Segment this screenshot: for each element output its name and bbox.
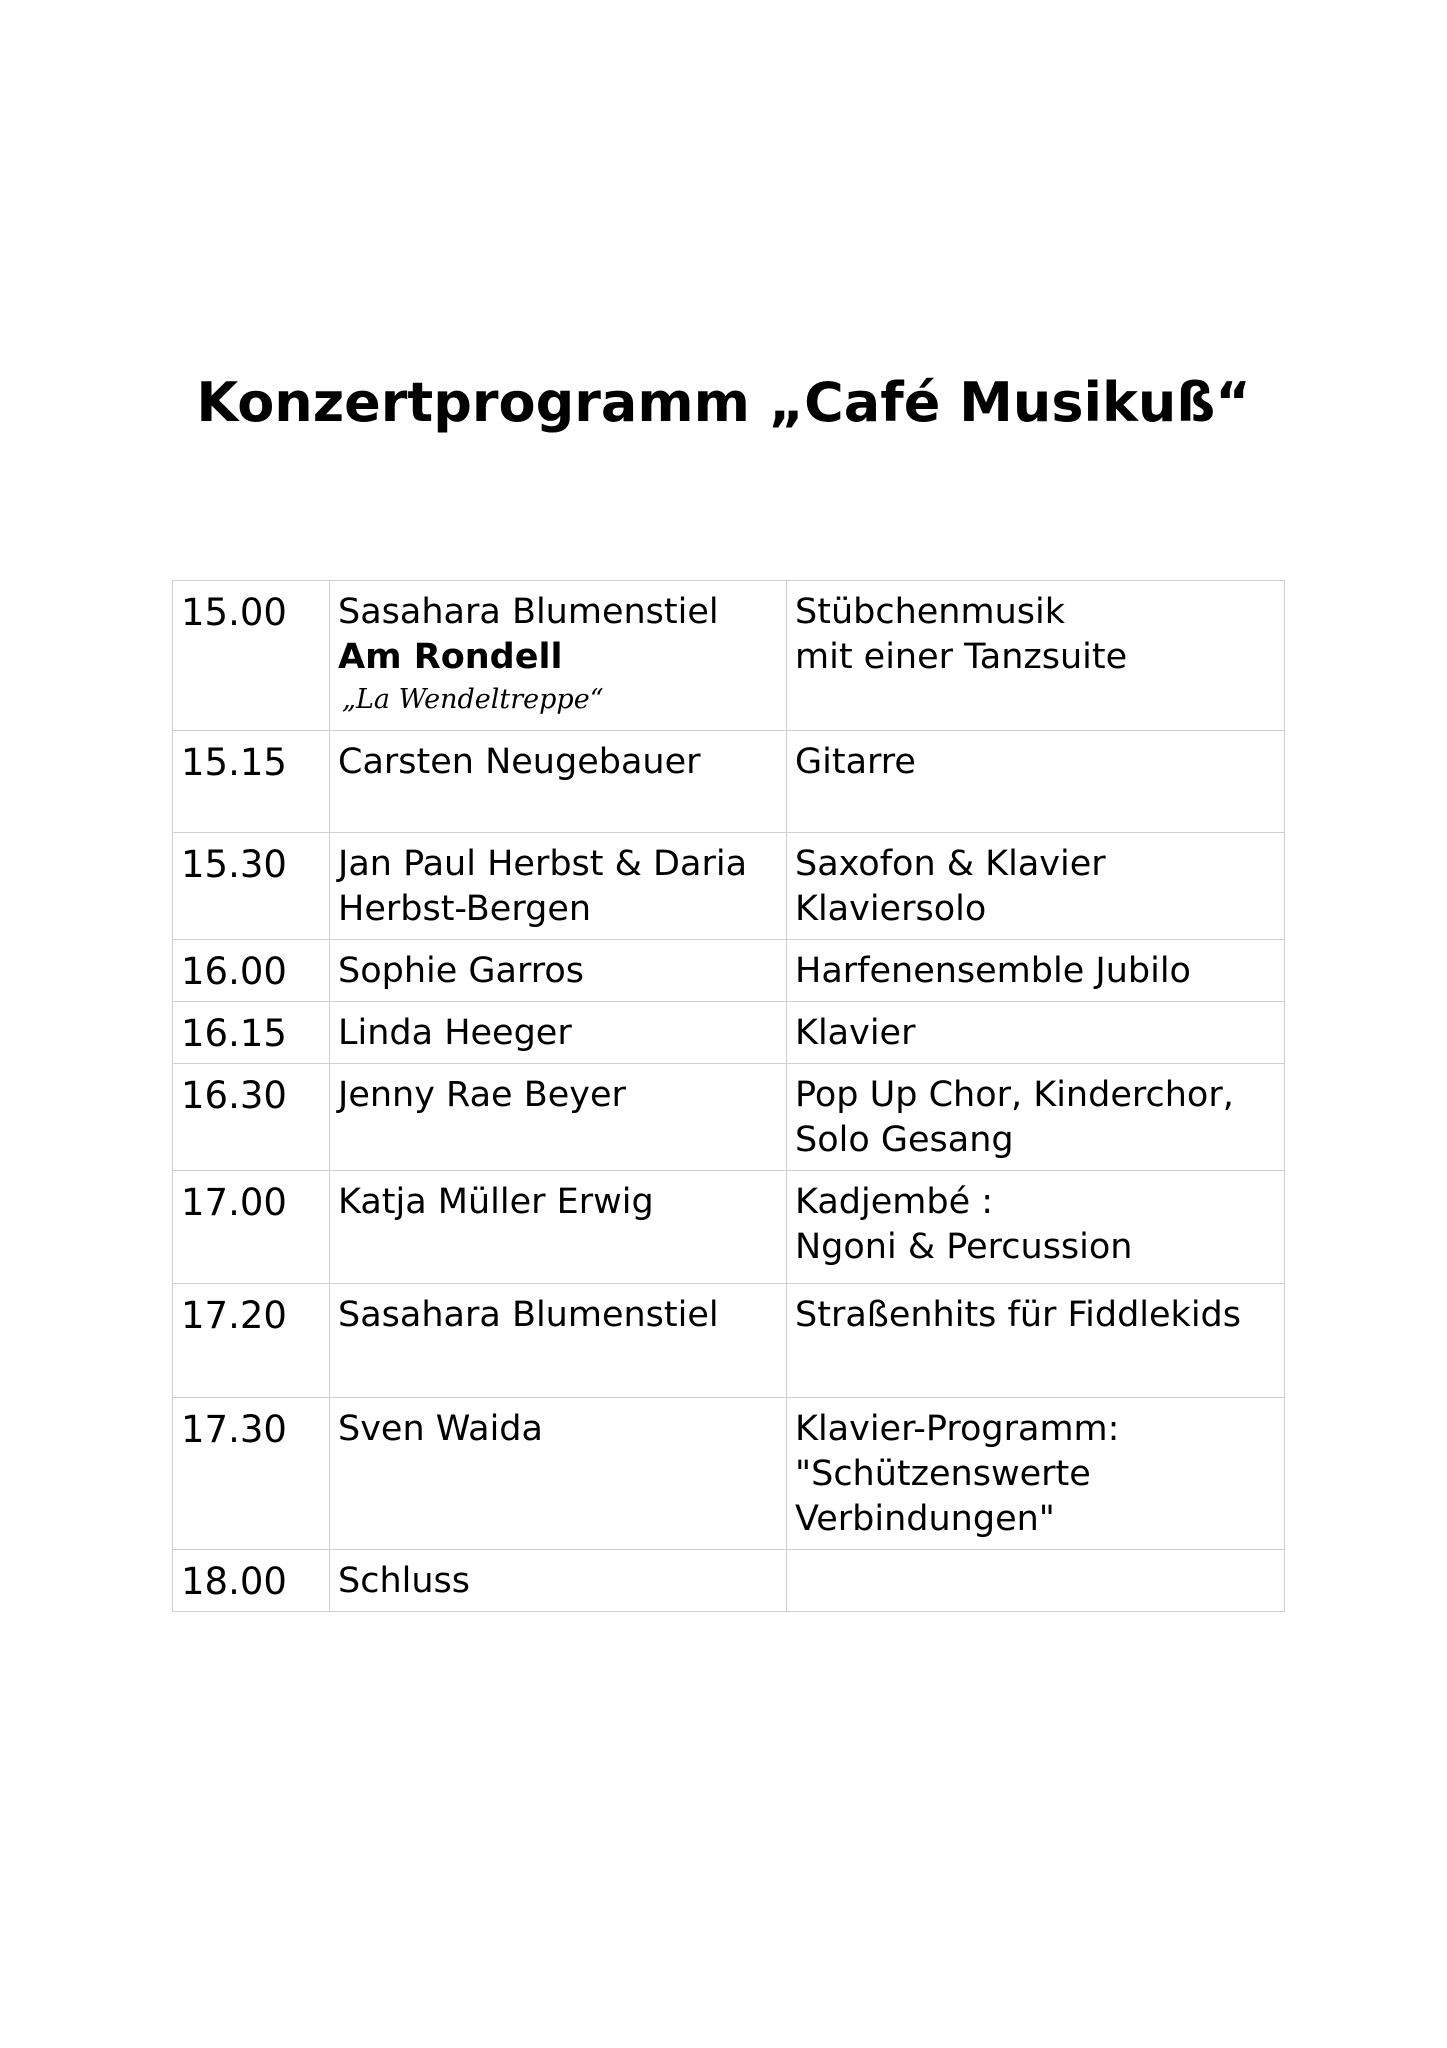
program-line: Klavier	[795, 1013, 916, 1053]
program-line: Solo Gesang	[795, 1120, 1014, 1160]
time-cell: 15.00	[173, 581, 330, 731]
time-cell: 16.30	[173, 1064, 330, 1171]
time-cell: 16.00	[173, 940, 330, 1002]
performer-name: Sophie Garros	[338, 951, 585, 991]
time-cell: 17.00	[173, 1171, 330, 1284]
performer-cell	[330, 1171, 787, 1284]
performer-name: Jan Paul Herbst & Daria Herbst-Bergen	[338, 844, 748, 929]
performer-cell	[330, 1064, 787, 1171]
performer-cell	[330, 581, 787, 731]
performer-cell	[330, 940, 787, 1002]
program-line: mit einer Tanzsuite	[795, 637, 1128, 677]
time-cell: 16.15	[173, 1002, 330, 1064]
table-row	[173, 833, 1285, 940]
performer-name: Schluss	[338, 1561, 471, 1601]
program-cell	[787, 1171, 1285, 1284]
table-row	[173, 581, 1285, 731]
performer-name: Jenny Rae Beyer	[338, 1075, 626, 1115]
program-line: Saxofon & Klavier	[795, 844, 1106, 884]
table-row	[173, 1171, 1285, 1284]
table-row	[173, 1398, 1285, 1550]
performer-cell	[330, 731, 787, 833]
performer-note: „La Wendeltreppe“	[342, 684, 604, 715]
program-cell	[787, 1398, 1285, 1550]
program-line: Stübchenmusik	[795, 592, 1065, 632]
program-cell	[787, 1284, 1285, 1398]
table-row	[173, 1550, 1285, 1612]
performer-cell	[330, 1398, 787, 1550]
performer-name: Sven Waida	[338, 1409, 543, 1449]
program-line: Ngoni & Percussion	[795, 1227, 1133, 1267]
performer-name: Sasahara Blumenstiel	[338, 1295, 719, 1335]
performer-cell	[330, 833, 787, 940]
time-cell: 17.30	[173, 1398, 330, 1550]
program-line: Harfenensemble Jubilo	[795, 951, 1191, 991]
program-line: Gitarre	[795, 742, 916, 782]
program-cell	[787, 731, 1285, 833]
table-row	[173, 940, 1285, 1002]
performer-cell	[330, 1550, 787, 1612]
time-cell: 18.00	[173, 1550, 330, 1612]
performer-cell	[330, 1002, 787, 1064]
table-row	[173, 731, 1285, 833]
program-line: Klavier-Programm:	[795, 1409, 1120, 1449]
performer-name: Sasahara Blumenstiel	[338, 592, 719, 632]
performer-name: Linda Heeger	[338, 1013, 572, 1053]
program-cell	[787, 1002, 1285, 1064]
table-row	[173, 1064, 1285, 1171]
performer-cell	[330, 1284, 787, 1398]
program-line: Kadjembé :	[795, 1182, 994, 1222]
program-cell	[787, 1064, 1285, 1171]
program-cell	[787, 1550, 1285, 1612]
page-title: Konzertprogramm „Café Musikuß“	[196, 371, 1251, 434]
performer-name: Carsten Neugebauer	[338, 742, 701, 782]
time-cell: 17.20	[173, 1284, 330, 1398]
program-cell	[787, 833, 1285, 940]
performer-subtitle: Am Rondell	[338, 637, 563, 677]
performer-name: Katja Müller Erwig	[338, 1182, 654, 1222]
program-line: Pop Up Chor, Kinderchor,	[795, 1075, 1234, 1115]
program-table	[172, 580, 1285, 1612]
table-row	[173, 1002, 1285, 1064]
table-row	[173, 1284, 1285, 1398]
time-cell: 15.15	[173, 731, 330, 833]
program-line: Verbindungen"	[795, 1499, 1055, 1539]
time-cell: 15.30	[173, 833, 330, 940]
program-cell	[787, 581, 1285, 731]
program-line: Straßenhits für Fiddlekids	[795, 1295, 1241, 1335]
program-cell	[787, 940, 1285, 1002]
program-line: Klaviersolo	[795, 889, 987, 929]
program-line: "Schützenswerte	[795, 1454, 1091, 1494]
